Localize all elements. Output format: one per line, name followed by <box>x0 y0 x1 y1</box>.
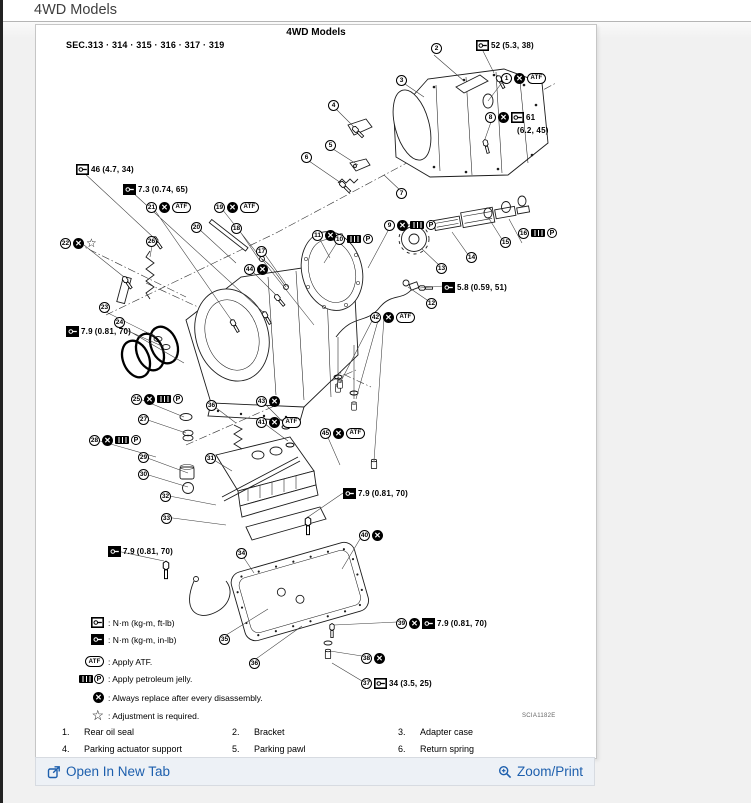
callout-item-2: 2 <box>431 42 442 54</box>
zoom-magnifier-icon <box>498 765 512 779</box>
callout-item-34: 34 <box>237 549 246 557</box>
callout-item-4: 4 <box>328 99 339 111</box>
callout-item-29: 29 <box>139 453 148 461</box>
callout-item-1: 1 ✕ ATF <box>501 72 546 84</box>
part-list-item: 6. Return spring <box>398 744 475 754</box>
callout-torque-spec: 7.9 (0.81, 70) <box>108 545 173 557</box>
window-left-edge <box>0 0 3 803</box>
diagram-title: 4WD Models <box>286 27 346 38</box>
callout-torque-spec: 46 (4.7, 34) <box>76 163 134 175</box>
callout-item-19: 19 ✕ ATF <box>214 201 259 213</box>
callout-item-3: 3 <box>396 74 407 86</box>
part-list-item: 4. Parking actuator support <box>62 744 183 754</box>
callout-torque-spec: 7.9 (0.81, 70) <box>343 487 408 499</box>
callout-item-33: 33 <box>162 514 171 522</box>
legend-row-star: ☆ : Adjustment is required. <box>74 710 199 721</box>
callout-item-30: 30 <box>139 470 148 478</box>
legend-row-tq-ft: : N·m (kg-m, ft-lb) <box>74 617 175 628</box>
callout-item-21: 21 ✕ ATF <box>146 201 191 213</box>
pj-icon: P <box>74 674 104 684</box>
zoom-print-link[interactable] <box>498 764 583 779</box>
output-shaft-art <box>336 196 530 337</box>
legend-row-tq-in: : N·m (kg-m, in-lb) <box>74 634 176 645</box>
callout-item-38: 38 ✕ <box>361 652 385 664</box>
oil-pan-art <box>190 540 372 659</box>
callout-item-42: 42 ✕ ATF <box>370 311 415 323</box>
callout-item-18: 18 <box>232 224 241 232</box>
callout-item-35: 35 <box>220 635 229 643</box>
viewer-toolbar <box>35 757 595 786</box>
callout-item-25: 25 ✕ P <box>131 393 183 405</box>
callout-item-13: 13 <box>437 264 446 272</box>
callout-torque-spec: (6.2, 45) <box>517 125 549 135</box>
callout-item-26: 26 <box>147 237 156 245</box>
part-list-item: 1. Rear oil seal <box>62 727 135 737</box>
callout-item-31: 31 <box>206 454 215 462</box>
callout-item-8: 8 ✕ 61 <box>485 111 535 123</box>
callout-item-15: 15 <box>501 238 510 246</box>
callout-torque-spec: 7.3 (0.74, 65) <box>123 183 188 195</box>
callout-item-44: 44 ✕ <box>244 263 268 275</box>
callout-item-16: 16 P <box>518 227 557 239</box>
callout-item-45: 45 ✕ ATF <box>320 427 365 439</box>
manual-page <box>35 24 597 759</box>
legend-row-pj: P : Apply petroleum jelly. <box>74 674 192 684</box>
exploded-diagram-art <box>36 25 596 758</box>
callout-item-39: 39 ✕ 7.9 (0.81, 70) <box>397 618 487 628</box>
callout-item-32: 32 <box>161 492 170 500</box>
part-list-item: 3. Adapter case <box>398 727 474 737</box>
part-list-item: 2. Bracket <box>232 727 285 737</box>
part-list-item: 5. Parking pawl <box>232 744 306 754</box>
page-header-bar <box>0 0 751 22</box>
callout-item-36: 36 <box>250 659 259 667</box>
callout-item-40: 40 ✕ <box>359 529 383 541</box>
atf-icon: ATF <box>74 656 104 667</box>
callout-item-23: 23 <box>100 303 109 311</box>
open-in-new-tab-link[interactable] <box>47 764 170 779</box>
callout-item-36: 36 <box>207 401 216 409</box>
callout-item-28: 28 ✕ P <box>89 434 141 446</box>
callout-item-6: 6 <box>301 151 312 163</box>
callout-item-11: 11 ✕ <box>312 229 336 241</box>
callout-item-17: 17 <box>257 247 266 255</box>
callout-torque-spec: 5.8 (0.59, 51) <box>442 281 507 293</box>
callout-item-27: 27 <box>139 415 148 423</box>
callout-item-43: 43 ✕ <box>256 395 280 407</box>
open-in-new-tab-icon <box>47 765 61 779</box>
callout-item-20: 20 <box>192 223 201 231</box>
callout-item-5: 5 <box>325 139 336 151</box>
callout-item-22: 22 ✕ ☆ <box>61 235 97 250</box>
callout-torque-spec: 7.9 (0.81, 70) <box>66 325 131 337</box>
open-in-new-tab-label: Open In New Tab <box>66 764 171 779</box>
legend-row-rx: ✕ : Always replace after every disassembly. <box>74 692 263 703</box>
callout-torque-spec: 52 (5.3, 38) <box>476 39 534 51</box>
figure-code: SCIA1182E <box>522 713 556 719</box>
callout-item-14: 14 <box>467 253 476 261</box>
callout-item-9: 9 ✕ P <box>384 219 436 231</box>
section-numbers: SEC.313 · 314 · 315 · 316 · 317 · 319 <box>66 40 225 50</box>
star-icon: ☆ <box>91 707 104 723</box>
zoom-print-label: Zoom/Print <box>516 764 583 779</box>
callout-item-10: 10 P <box>334 233 373 245</box>
callout-item-24: 24 <box>115 318 124 326</box>
callout-item-7: 7 <box>396 187 407 199</box>
legend-row-atf: ATF : Apply ATF. <box>74 656 152 667</box>
page-title: 4WD Models <box>34 2 117 18</box>
tq-ft-icon <box>74 617 104 628</box>
callout-item-12: 12 <box>427 299 436 307</box>
callout-item-41: 41 ✕ ATF <box>256 416 301 428</box>
tq-in-icon <box>74 634 104 645</box>
rx-icon: ✕ <box>74 692 104 703</box>
callout-item-37: 37 34 (3.5, 25) <box>362 678 432 688</box>
